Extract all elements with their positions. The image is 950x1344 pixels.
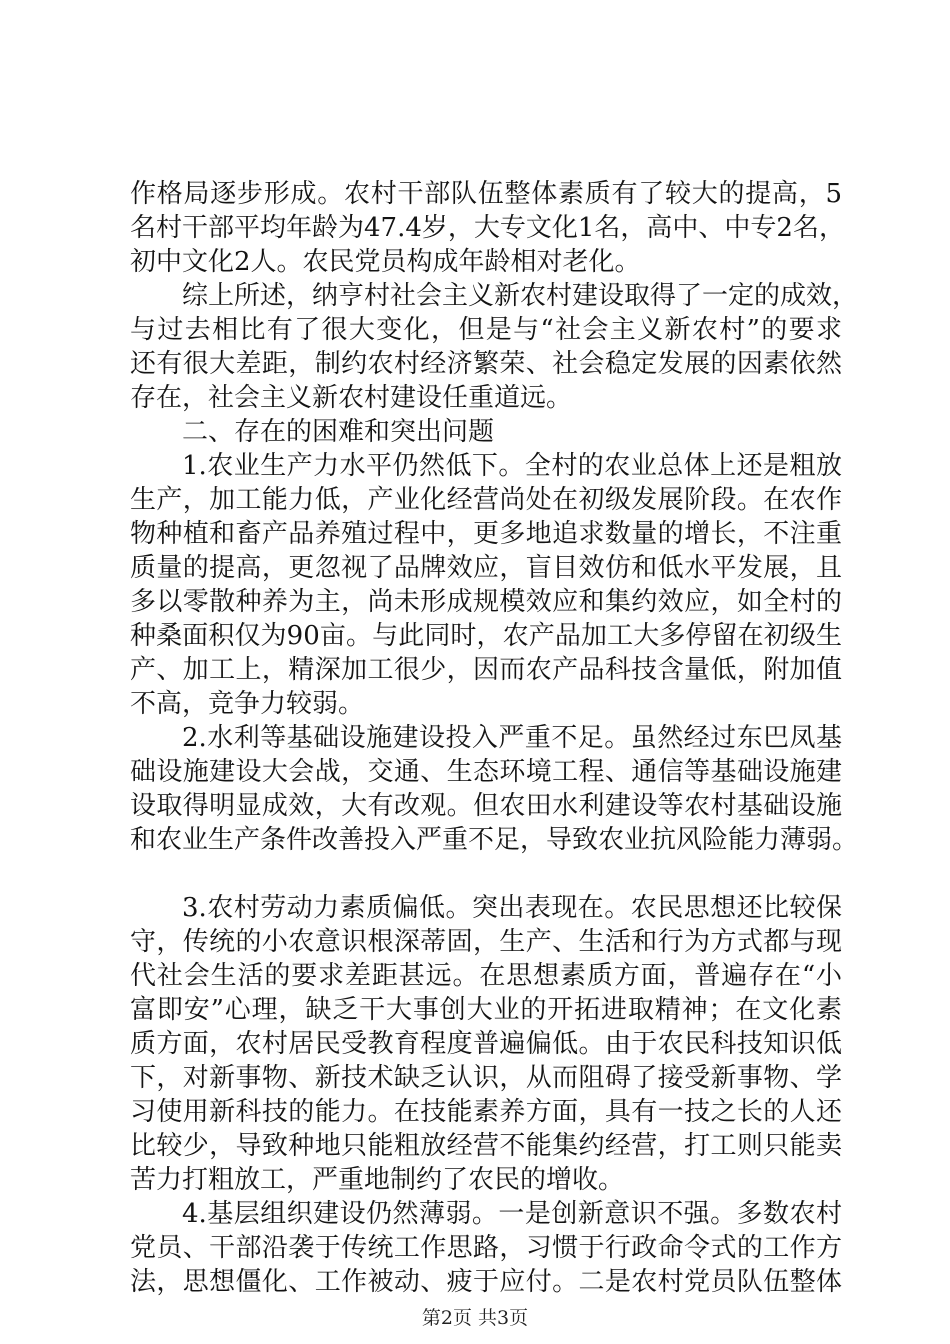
paragraph-line: 作格局逐步形成。农村干部队伍整体素质有了较大的提高，5 [130,179,842,209]
paragraph-line: 设取得明显成效，大有改观。但农田水利建设等农村基础设施 [130,791,842,821]
paragraph-line: 质方面，农村居民受教育程度普遍偏低。由于农民科技知识低 [130,1029,842,1059]
paragraph-line: 初中文化2人。农民党员构成年龄相对老化。 [130,247,641,277]
paragraph-line: 和农业生产条件改善投入严重不足，导致农业抗风险能力薄弱。 [130,825,859,855]
paragraph-line: 守，传统的小农意识根深蒂固，生产、生活和行为方式都与现 [130,927,842,957]
paragraph-line: 法，思想僵化、工作被动、疲于应付。二是农村党员队伍整体 [130,1267,842,1297]
paragraph-line: 富即安”心理，缺乏干大事创大业的开拓进取精神；在文化素 [130,995,842,1025]
paragraph-line: 种桑面积仅为90亩。与此同时，农产品加工大多停留在初级生 [130,621,842,651]
paragraph-line: 3.农村劳动力素质偏低。突出表现在。农民思想还比较保 [182,893,842,923]
paragraph-line: 综上所述，纳亨村社会主义新农村建设取得了一定的成效， [182,281,859,311]
paragraph-line: 党员、干部沿袭于传统工作思路，习惯于行政命令式的工作方 [130,1233,842,1263]
paragraph-line: 础设施建设大会战，交通、生态环境工程、通信等基础设施建 [130,757,842,787]
paragraph-line: 存在，社会主义新农村建设任重道远。 [130,383,573,413]
paragraph-line: 名村干部平均年龄为47.4岁，大专文化1名，高中、中专2名， [130,213,845,243]
paragraph-line: 产、加工上，精深加工很少，因而农产品科技含量低，附加值 [130,655,842,685]
paragraph-line: 还有很大差距，制约农村经济繁荣、社会稳定发展的因素依然 [130,349,842,379]
paragraph-line: 质量的提高，更忽视了品牌效应，盲目效仿和低水平发展，且 [130,553,842,583]
page-number-footer: 第2页 共3页 [421,1307,529,1329]
paragraph-line: 代社会生活的要求差距甚远。在思想素质方面，普遍存在“小 [130,961,842,991]
paragraph-line: 4.基层组织建设仍然薄弱。一是创新意识不强。多数农村 [182,1199,842,1229]
paragraph-line: 多以零散种养为主，尚未形成规模效应和集约效应，如全村的 [130,587,842,617]
paragraph-line: 2.水利等基础设施建设投入严重不足。虽然经过东巴凤基 [182,723,842,753]
paragraph-line: 物种植和畜产品养殖过程中，更多地追求数量的增长，不注重 [130,519,842,549]
paragraph-line: 下，对新事物、新技术缺乏认识，从而阻碍了接受新事物、学 [130,1063,842,1093]
paragraph-line: 生产，加工能力低，产业化经营尚处在初级发展阶段。在农作 [130,485,842,515]
paragraph-line: 与过去相比有了很大变化，但是与“社会主义新农村”的要求 [130,315,842,345]
paragraph-line: 比较少，导致种地只能粗放经营不能集约经营，打工则只能卖 [130,1131,842,1161]
paragraph-line: 习使用新科技的能力。在技能素养方面，具有一技之长的人还 [130,1097,842,1127]
paragraph-line: 不高，竞争力较弱。 [130,689,365,719]
section-heading: 二、存在的困难和突出问题 [182,417,495,447]
paragraph-line: 1.农业生产力水平仍然低下。全村的农业总体上还是粗放 [182,451,842,481]
paragraph-line: 苦力打粗放工，严重地制约了农民的增收。 [130,1165,625,1195]
